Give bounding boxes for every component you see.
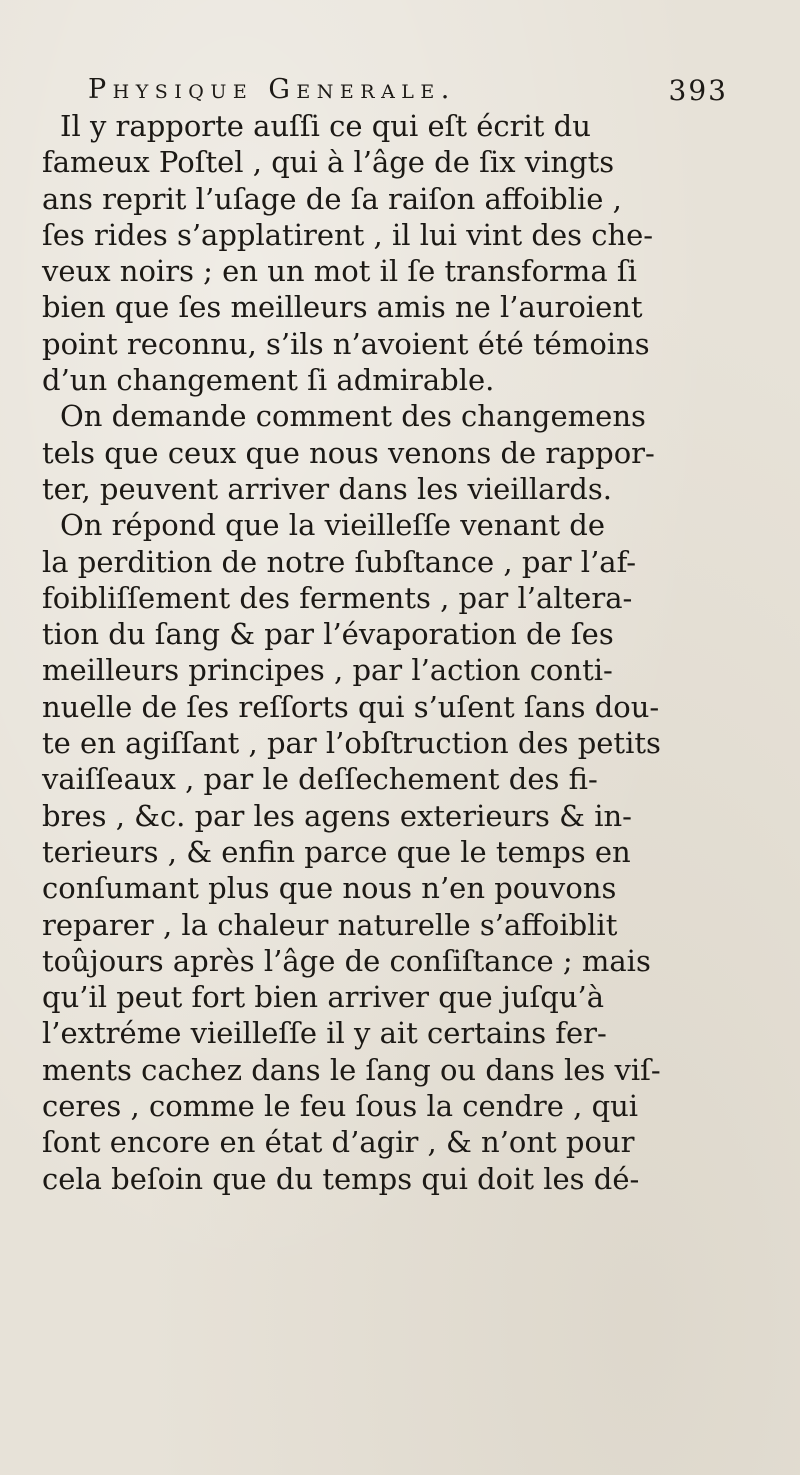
text-line: terieurs , & enfin parce que le temps en bbox=[42, 834, 631, 869]
text-line: la perdition de notre ſubſtance , par l’af- bbox=[42, 544, 637, 579]
text-line: point reconnu, s’ils n’avoient été témoins bbox=[42, 326, 650, 361]
text-line: bres , &c. par les agens exterieurs & in- bbox=[42, 798, 632, 833]
text-line: On répond que la vieilleſſe venant de bbox=[60, 508, 606, 543]
body-text bbox=[42, 108, 762, 1197]
text-line: veux noirs ; en un mot il ſe transforma ſi bbox=[42, 254, 637, 289]
text-line: meilleurs principes , par l’action conti- bbox=[42, 653, 613, 688]
text-line: fameux Poſtel , qui à l’âge de ſix vingts bbox=[42, 145, 615, 180]
text-line: conſumant plus que nous n’en pouvons bbox=[42, 871, 617, 906]
text-line: ments cachez dans le ſang ou dans les viſ- bbox=[42, 1052, 661, 1087]
text-line: vaiſſeaux , par le deſſechement des fi- bbox=[42, 762, 598, 797]
text-line: tion du ſang & par l’évaporation de ſes bbox=[42, 617, 614, 652]
text-line: qu’il peut fort bien arriver que juſqu’à bbox=[42, 980, 605, 1015]
text-line: ter, peuvent arriver dans les vieillards. bbox=[42, 471, 612, 506]
running-head: Physique Generale. bbox=[88, 74, 456, 105]
text-line: reparer , la chaleur naturelle s’affoiblit bbox=[42, 907, 618, 942]
text-line: ſont encore en état d’agir , & n’ont pour bbox=[42, 1125, 635, 1160]
text-line: Il y rapporte auſſi ce qui eſt écrit du bbox=[60, 109, 591, 143]
text-line: toûjours après l’âge de conſiſtance ; mais bbox=[42, 943, 651, 978]
text-line: ſes rides s’applatirent , il lui vint des che- bbox=[42, 217, 654, 252]
text-line: l’extréme vieilleſſe il y ait certains fer- bbox=[42, 1016, 607, 1051]
text-line: d’un changement ſi admirable. bbox=[42, 363, 495, 398]
page-number: 393 bbox=[668, 74, 728, 107]
text-line: tels que ceux que nous venons de rappor- bbox=[42, 435, 655, 470]
text-line: ans reprit l’uſage de ſa raiſon affoiblie , bbox=[42, 181, 622, 216]
text-line: On demande comment des changemens bbox=[60, 399, 646, 434]
text-line: te en agiſſant , par l’obſtruction des petits bbox=[42, 726, 661, 761]
text-line: cela beſoin que du temps qui doit les dé- bbox=[42, 1161, 640, 1196]
text-line: foibliſſement des ferments , par l’altera- bbox=[42, 580, 633, 615]
text-line: ceres , comme le feu ſous la cendre , qui bbox=[42, 1089, 639, 1124]
text-line: nuelle de ſes reſſorts qui s’uſent ſans dou- bbox=[42, 689, 660, 724]
text-line: bien que ſes meilleurs amis ne l’auroient bbox=[42, 290, 643, 325]
